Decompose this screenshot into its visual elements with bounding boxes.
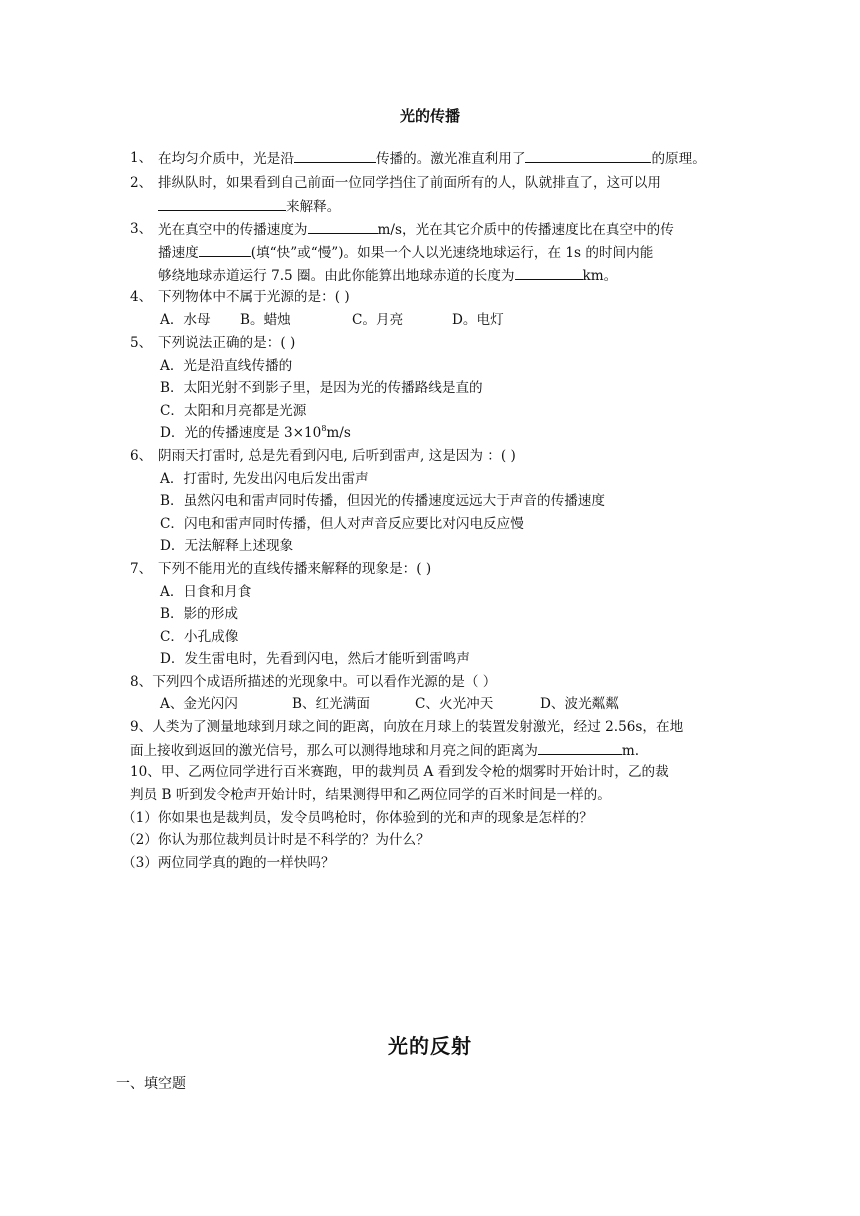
option-b: B．虽然闪电和雷声同时传播，但因光的传播速度远远大于声音的传播速度 (160, 493, 605, 509)
page-title: 光的传播 (399, 107, 460, 125)
option-c: C．太阳和月亮都是光源 (160, 403, 307, 419)
option-a: A、金光闪闪 (160, 696, 238, 712)
section-heading: 一、填空题 (116, 1076, 186, 1092)
option-c: C。月亮 (352, 312, 404, 328)
option-b: B．影的形成 (160, 606, 238, 622)
answer-blank (525, 148, 651, 163)
option-a: A．光是沿直线传播的 (160, 358, 293, 374)
option-d: D、波光粼粼 (540, 696, 619, 712)
answer-blank (158, 196, 286, 211)
document-page: 光的传播 1、 在均匀介质中，光是沿 传播的。激光准直利用了 的原理。 2、 排纵队时，如果看到自己前面一位同学挡住了前面所有的人，队就排直了，这可以用 来解释。 3、 光在真空中的传播速度为 m/s，光在其它介质中的传播速度比在真空中的传 播速度 (填“快”或“慢”)。如果一个人以光速绕地球运行，在 1s 的时间内能 够绕地球赤道运行 7.5 圈。由此你能算出地球赤道的长度为 km。 4、 下列物体中不属于光源的是：( ) A．水母 B。蜡烛 C。月亮 D。电灯 5、 下列说法正确的是：( ) A．光是沿直线传播的 B．太阳光射不到影子里，是因为光的传播路线是直的 C．太阳和月亮都是光源 D．光的传播速度是 $3\times 10^8m/s$ 6、 阴雨天打雷时, 总是先看到闪电, 后听到雷声, 这是因为 ：( ) A．打雷时, 先发出闪电后发出雷声 B．虽然闪电和雷声同时传播，但因光的传播速度远远大于声音的传播速度 C．闪电和雷声同时传播，但人对声音反应要比对闪电反应慢 D．无法解释上述现象 7、 下列不能用光的直线传播来解释的现象是：( ) A．日食和月食 B．影的形成 C．小孔成像 D．发生雷电时，先看到闪电，然后才能听到雷鸣声 8、下列四个成语所描述的光现象中。可以看作光源的是（ ） A、金光闪闪 B、红光满面 C、火光冲天 D、波光粼粼 9、人类为了测量地球到月球之间的距离，向放在月球上的装置发射激光，经过 2.56s，在地 面上接收到返回的激光信号，那么可以测得地球和月亮之间的距离为 m. 10、甲、乙两位同学进行百米赛跑，甲的裁判员 A 看到发令枪的烟雾时开始计时，乙的裁 判员 B 听到发令枪声开始计时，结果测得甲和乙两位同学的百米时间是一样的。 （1）你如果也是裁判员，发令员鸣枪时，你体验到的光和声的现象是怎样的？ （2）你认为那位裁判员计时是不科学的？为什么？ （3）两位同学真的跑的一样快吗？ 光的反射 一、填空题 (0, 0, 860, 1216)
option-d: D．光的传播速度是 $3\times 10^8m/s$ (160, 424, 351, 441)
option-c: C、火光冲天 (415, 696, 494, 712)
option-a: A．打雷时, 先发出闪电后发出雷声 (160, 471, 369, 487)
option-b: B。蜡烛 (240, 312, 291, 328)
option-d: D．无法解释上述现象 (160, 538, 294, 554)
option-a: A．日食和月食 (160, 584, 252, 600)
answer-blank (199, 242, 251, 257)
option-b: B、红光满面 (292, 696, 370, 712)
option-c: C．闪电和雷声同时传播，但人对声音反应要比对闪电反应慢 (160, 516, 524, 532)
section-title: 光的反射 (388, 1034, 472, 1058)
option-b: B．太阳光射不到影子里，是因为光的传播路线是直的 (160, 380, 483, 396)
option-a: A．水母 (160, 312, 211, 328)
option-d: D。电灯 (452, 312, 504, 328)
answer-blank (538, 740, 622, 755)
answer-blank (294, 148, 376, 163)
option-d: D．发生雷电时，先看到闪电，然后才能听到雷鸣声 (160, 651, 470, 667)
option-c: C．小孔成像 (160, 629, 239, 645)
answer-blank (308, 219, 378, 234)
answer-blank (515, 265, 583, 280)
